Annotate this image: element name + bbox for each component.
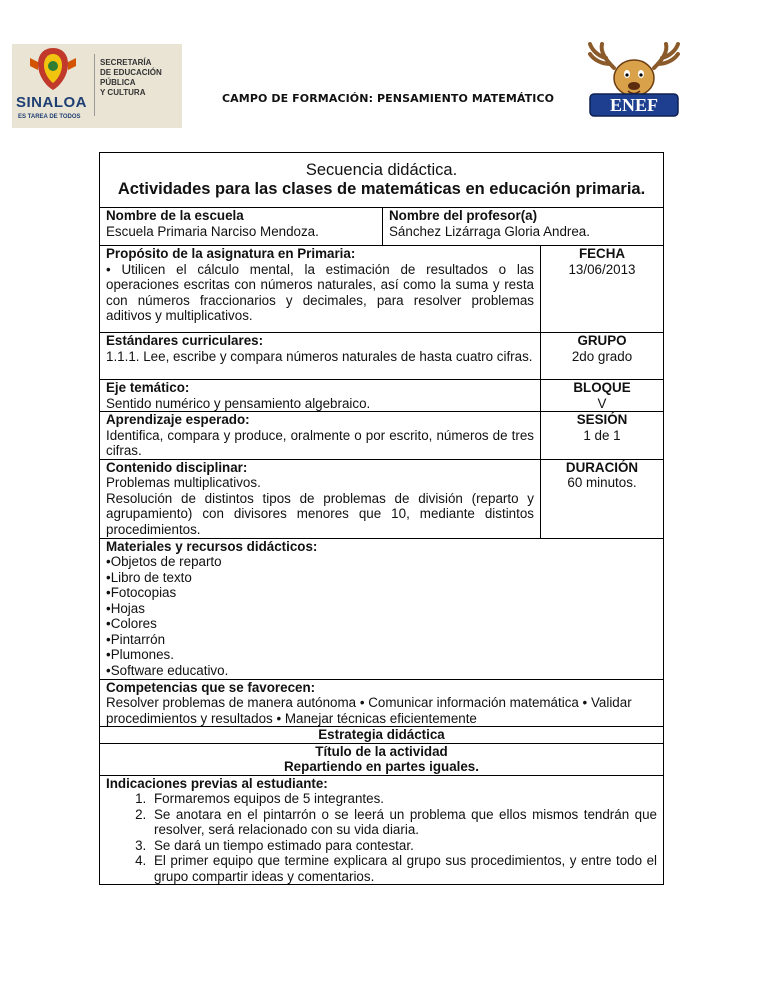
actividad-title: Repartiendo en partes iguales. bbox=[284, 759, 479, 774]
title-line-1: Secuencia didáctica. bbox=[305, 161, 458, 179]
logo-divider bbox=[94, 54, 95, 116]
coat-of-arms-icon bbox=[12, 44, 94, 94]
materiales-list bbox=[106, 554, 657, 678]
proposito-row bbox=[100, 246, 664, 333]
list-item: •Hojas bbox=[106, 600, 145, 616]
escuela-value: Escuela Primaria Narciso Mendoza. bbox=[106, 223, 319, 239]
actividad-label: Título de la actividad bbox=[315, 743, 448, 759]
enef-logo-text: ENEF bbox=[609, 95, 659, 115]
proposito-value: • Utilicen el cálculo mental, la estimación de resultados o las operaciones escritas con números naturales, así como la suma y resta con números fraccionarios y decimales, para resolver problemas aditivos y multiplicativos. bbox=[106, 261, 534, 323]
secuencia-table bbox=[99, 152, 664, 885]
contenido-line-2: Resolución de distintos tipos de problemas de división (reparto y agrupamiento) con divisores menores que 10, mediante distintos procedimientos. bbox=[106, 490, 534, 537]
duracion-cell bbox=[541, 459, 664, 538]
indicaciones-list bbox=[106, 791, 657, 884]
agency-line: Y CULTURA bbox=[100, 88, 146, 97]
grupo-label: GRUPO bbox=[577, 333, 627, 348]
contenido-cell bbox=[100, 459, 541, 538]
aprendizaje-value: Identifica, compara y produce, oralmente o por escrito, números de tres cifras. bbox=[106, 427, 534, 458]
sinaloa-tagline: ES TAREA DE TODOS bbox=[18, 114, 81, 120]
proposito-label: Propósito de la asignatura en Primaria: bbox=[106, 246, 356, 261]
eje-row bbox=[100, 380, 664, 412]
sep-sinaloa-logo bbox=[12, 44, 182, 128]
sesion-label: SESIÓN bbox=[576, 412, 628, 427]
list-item: •Pintarrón bbox=[106, 631, 166, 647]
eje-cell bbox=[100, 380, 541, 412]
aprendizaje-label: Aprendizaje esperado: bbox=[106, 412, 250, 427]
estrategia-row bbox=[100, 727, 664, 744]
actividad-row bbox=[100, 743, 664, 775]
escuela-cell bbox=[100, 208, 383, 246]
aprendizaje-cell bbox=[100, 412, 541, 460]
agency-name bbox=[100, 58, 180, 98]
title-line-2: Actividades para las clases de matemáticas en educación primaria. bbox=[117, 180, 646, 198]
bloque-cell bbox=[541, 380, 664, 412]
list-item: 4. El primer equipo que termine explicara al grupo sus procedimientos, y entre todo el grupo compartir ideas y comentarios. bbox=[150, 853, 657, 884]
list-item: 1. Formaremos equipos de 5 integrantes. bbox=[150, 791, 657, 807]
estandares-value: 1.1.1. Lee, escribe y compara números naturales de hasta cuatro cifras. bbox=[106, 348, 533, 364]
actividad-cell bbox=[100, 743, 664, 775]
contenido-row bbox=[100, 459, 664, 538]
list-item: •Plumones. bbox=[106, 647, 174, 662]
list-item: 2. Se anotara en el pintarrón o se leerá un problema que ellos mismos tendrán que resolver, será relacionado con su vida diaria. bbox=[150, 807, 657, 838]
indicaciones-row bbox=[100, 775, 664, 885]
bloque-label: BLOQUE bbox=[573, 380, 631, 395]
estrategia-heading: Estrategia didáctica bbox=[100, 727, 664, 744]
list-item: 3. Se dará un tiempo estimado para contestar. bbox=[150, 838, 657, 854]
grupo-value: 2do grado bbox=[571, 348, 633, 364]
fecha-label: FECHA bbox=[578, 246, 626, 261]
contenido-label: Contenido disciplinar: bbox=[106, 459, 248, 475]
competencias-row bbox=[100, 679, 664, 727]
competencias-label: Competencias que se favorecen: bbox=[106, 679, 316, 695]
profesor-cell bbox=[383, 208, 664, 246]
agency-line: SECRETARÍA bbox=[100, 58, 152, 67]
estandares-row bbox=[100, 333, 664, 380]
page-header bbox=[0, 0, 768, 140]
indicaciones-label: Indicaciones previas al estudiante: bbox=[106, 775, 328, 791]
proposito-cell bbox=[100, 246, 541, 333]
estandares-cell bbox=[100, 333, 541, 380]
aprendizaje-row bbox=[100, 412, 664, 460]
agency-line: DE EDUCACIÓN bbox=[100, 68, 162, 77]
contenido-line-1: Problemas multiplicativos. bbox=[106, 475, 261, 490]
estandares-label: Estándares curriculares: bbox=[106, 333, 264, 348]
school-row bbox=[100, 208, 664, 246]
sesion-value: 1 de 1 bbox=[583, 427, 621, 443]
escuela-label: Nombre de la escuela bbox=[106, 208, 244, 223]
materiales-label: Materiales y recursos didácticos: bbox=[106, 538, 318, 554]
competencias-value: Resolver problemas de manera autónoma • Comunicar información matemática • Validar procedimientos y resultados • Manejar técnicas eficientemente bbox=[106, 695, 632, 726]
duracion-value: 60 minutos. bbox=[567, 475, 637, 490]
list-item: •Fotocopias bbox=[106, 585, 177, 600]
sinaloa-wordmark: SINALOA bbox=[16, 94, 87, 111]
list-item: •Software educativo. bbox=[106, 662, 229, 678]
list-item: •Colores bbox=[106, 616, 157, 631]
duracion-label: DURACIÓN bbox=[565, 459, 639, 475]
eje-label: Eje temático: bbox=[106, 380, 190, 395]
list-item: •Libro de texto bbox=[106, 569, 192, 585]
grupo-cell bbox=[541, 333, 664, 380]
fecha-value: 13/06/2013 bbox=[568, 261, 636, 277]
profesor-value: Sánchez Lizárraga Gloria Andrea. bbox=[389, 223, 590, 239]
competencias-cell bbox=[100, 679, 664, 727]
eje-value: Sentido numérico y pensamiento algebraico. bbox=[106, 395, 371, 411]
campo-title: CAMPO DE FORMACIÓN: PENSAMIENTO MATEMÁTICO bbox=[222, 92, 555, 105]
title-row bbox=[100, 153, 664, 208]
enef-logo bbox=[584, 38, 684, 124]
list-item: •Objetos de reparto bbox=[106, 554, 222, 569]
sesion-cell bbox=[541, 412, 664, 460]
indicaciones-cell bbox=[100, 775, 664, 885]
agency-line: PÚBLICA bbox=[100, 78, 136, 87]
fecha-cell bbox=[541, 246, 664, 333]
bloque-value: V bbox=[597, 395, 607, 411]
materiales-row bbox=[100, 538, 664, 679]
profesor-label: Nombre del profesor(a) bbox=[389, 208, 538, 223]
materiales-cell bbox=[100, 538, 664, 679]
document-title bbox=[100, 153, 664, 208]
